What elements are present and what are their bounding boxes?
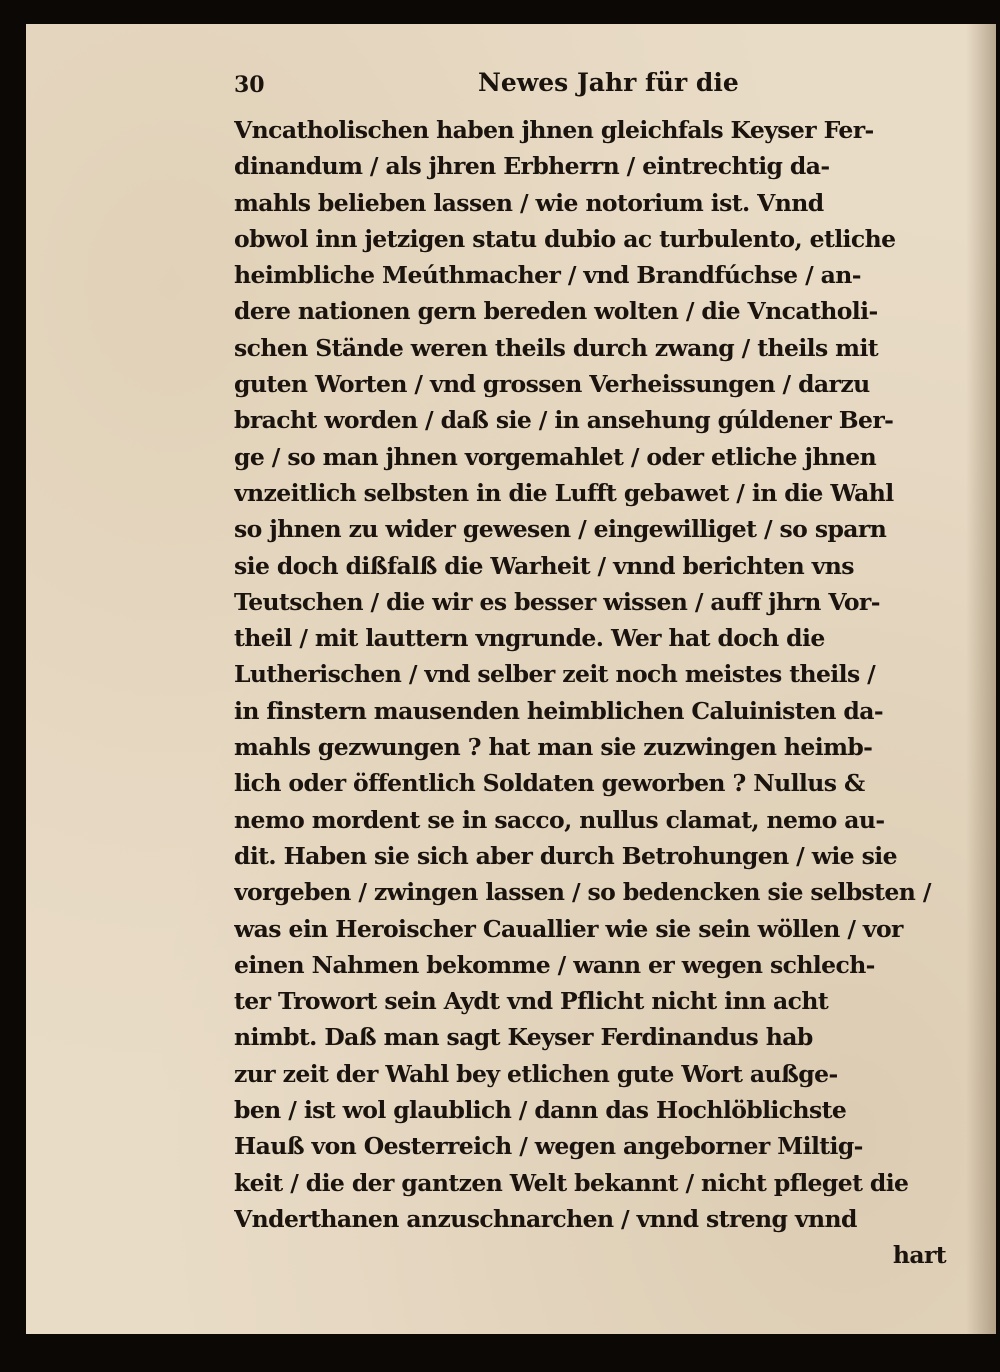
text-line: keit / die der gantzen Welt bekannt / nicht pfleget die <box>234 1168 909 1197</box>
text-line: Teutschen / die wir es besser wissen / auff jhrn Vor- <box>234 587 880 616</box>
text-line: sie doch dißfalß die Warheit / vnnd berichten vns <box>234 551 854 580</box>
text-line: so jhnen zu wider gewesen / eingewilliget / so sparn <box>234 515 887 544</box>
text-line: lich oder öffentlich Soldaten geworben ? Nullus & <box>234 769 865 798</box>
catchword: hart <box>892 1241 946 1270</box>
text-line: zur zeit der Wahl bey etlichen gute Wort außge- <box>234 1059 838 1088</box>
text-line: dere nationen gern bereden wolten / die Vncatholi- <box>234 297 878 326</box>
text-line: vnzeitlich selbsten in die Lufft gebawet / in die Wahl <box>234 478 894 507</box>
text-line: ben / ist wol glaublich / dann das Hochlöblichste <box>234 1096 847 1125</box>
text-line: mahls gezwungen ? hat man sie zuzwingen heimb- <box>234 733 873 762</box>
text-line: vorgeben / zwingen lassen / so bedencken sie selbsten / <box>234 878 931 907</box>
body-text <box>234 112 954 1237</box>
text-line: in finstern mausenden heimblichen Caluinisten da- <box>234 696 884 725</box>
text-line: heimbliche Meúthmacher / vnd Brandfúchse / an- <box>234 261 861 290</box>
text-block <box>234 64 954 1274</box>
text-line: einen Nahmen bekomme / wann er wegen schlech- <box>234 950 875 979</box>
text-line: Lutherischen / vnd selber zeit noch meistes theils / <box>234 660 876 689</box>
text-line: schen Stände weren theils durch zwang / theils mit <box>234 333 879 362</box>
text-line: was ein Heroischer Cauallier wie sie sein wöllen / vor <box>234 914 903 943</box>
text-line: mahls belieben lassen / wie notorium ist. Vnnd <box>234 188 824 217</box>
text-line: nemo mordent se in sacco, nullus clamat, nemo au- <box>234 805 885 834</box>
page-header <box>234 64 954 112</box>
text-line: nimbt. Daß man sagt Keyser Ferdinandus hab <box>234 1023 813 1052</box>
page-gutter-shadow <box>966 24 996 1334</box>
text-line: ge / so man jhnen vorgemahlet / oder etliche jhnen <box>234 442 877 471</box>
text-line: bracht worden / daß sie / in ansehung gúldener Ber- <box>234 406 894 435</box>
text-line: dinandum / als jhren Erbherrn / eintrechtig da- <box>234 152 830 181</box>
paper-page <box>26 24 996 1334</box>
page-number: 30 <box>234 72 265 98</box>
text-line: Vnderthanen anzuschnarchen / vnnd streng vnnd <box>234 1204 857 1233</box>
text-line: theil / mit lauttern vngrunde. Wer hat doch die <box>234 624 825 653</box>
text-line: obwol inn jetzigen statu dubio ac turbulento, etliche <box>234 224 896 253</box>
text-line: Hauß von Oesterreich / wegen angeborner Miltig- <box>234 1132 863 1161</box>
text-line: ter Trowort sein Aydt vnd Pflicht nicht inn acht <box>234 987 829 1016</box>
text-line: Vncatholischen haben jhnen gleichfals Keyser Fer- <box>234 116 874 144</box>
running-title: Newes Jahr für die <box>478 68 739 97</box>
text-line: guten Worten / vnd grossen Verheissungen / darzu <box>234 370 870 399</box>
text-line: dit. Haben sie sich aber durch Betrohungen / wie sie <box>234 841 897 870</box>
